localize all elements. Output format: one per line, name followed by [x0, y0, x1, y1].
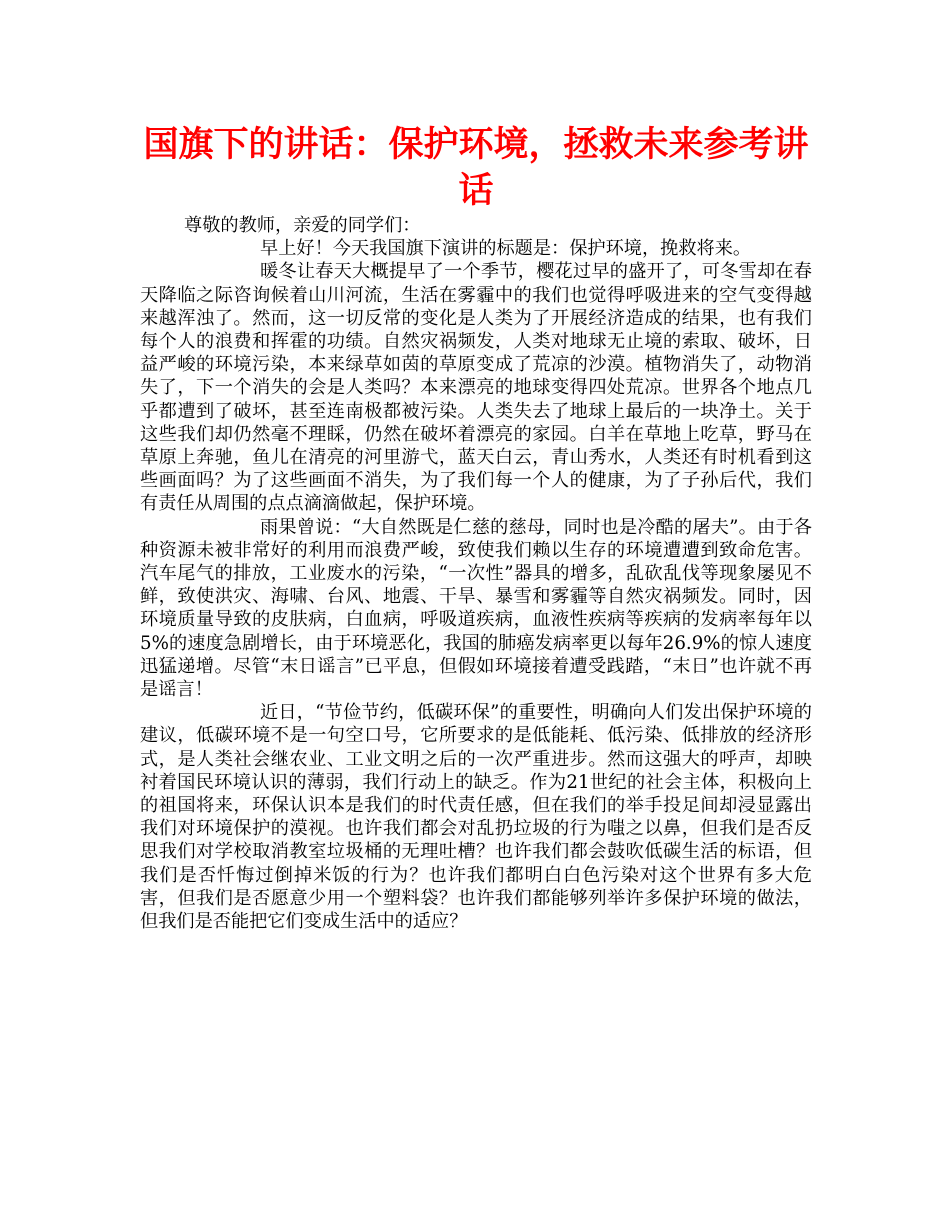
paragraph-warm-winter: 暖冬让春天大概提早了一个季节，樱花过早的盛开了，可冬雪却在春天降临之际咨询候着山川河流，生活在雾霾中的我们也觉得呼吸进来的空气变得越来越浑浊了。然而，这一切反常的变化是人类为了开展经济造成的结果，也有我们每个人的浪费和挥霍的功绩。自然灾祸频发，人类对地球无止境的索取、破坏，日益严峻的环境污染，本来绿草如茵的草原变成了荒凉的沙漠。植物消失了，动物消失了，下一个消失的会是人类吗？本来漂亮的地球变得四处荒凉。世界各个地点几乎都遭到了破坏，甚至连南极都被污染。人类失去了地球上最后的一块净土。关于这些我们却仍然毫不理睬，仍然在破坏着漂亮的家园。白羊在草地上吃草，野马在草原上奔驰，鱼儿在清亮的河里游弋，蓝天白云，青山秀水，人类还有时机看到这些画面吗？为了这些画面不消失，为了我们每一个人的健康，为了子孙后代，我们有责任从周围的点点滴滴做起，保护环境。	[140, 261, 812, 515]
paragraph-hugo-quote: 雨果曾说：“大自然既是仁慈的慈母，同时也是冷酷的屠夫”。由于各种资源未被非常好的利用而浪费严峻，致使我们赖以生存的环境遭遭到致命危害。汽车尾气的排放，工业废水的污染，“一次性”器具的增多，乱砍乱伐等现象屡见不鲜，致使洪灾、海啸、台风、地震、干旱、暴雪和雾霾等自然灾祸频发。同时，因环境质量导致的皮肤病，白血病，呼吸道疾病，血液性疾病等疾病的发病率每年以 5%的速度急剧增长，由于环境恶化，我国的肺癌发病率更以每年26.9%的惊人速度迅猛递增。尽管“末日谣言”已平息，但假如环境接着遭受践踏，“末日”也许就不再是谣言！	[140, 516, 812, 701]
salutation: 尊敬的教师，亲爱的同学们：	[184, 215, 421, 236]
paragraph-low-carbon: 近日，“节俭节约，低碳环保”的重要性，明确向人们发出保护环境的建议，低碳环境不是一句空口号，它所要求的是低能耗、低污染、低排放的经济形式，是人类社会继农业、工业文明之后的一次严重进步。然而这强大的呼声，却映衬着国民环境认识的薄弱，我们行动上的缺乏。作为21世纪的社会主体，积极向上的祖国将来，环保认识本是我们的时代责任感，但在我们的举手投足间却浸显露出我们对环境保护的漠视。也许我们都会对乱扔垃圾的行为嗤之以鼻，但我们是否反思我们对学校取消教室垃圾桶的无理吐槽？也许我们都会鼓吹低碳生活的标语，但我们是否忏悔过倒掉米饭的行为？也许我们都明白白色污染对这个世界有多大危害，但我们是否愿意少用一个塑料袋？也许我们都能够列举许多保护环境的做法，但我们是否能把它们变成生活中的适应？	[140, 702, 812, 933]
paragraph-greeting: 早上好！今天我国旗下演讲的标题是：保护环境，挽救将来。	[260, 238, 752, 260]
document-page	[140, 122, 812, 933]
document-title: 国旗下的讲话：保护环境，拯救未来参考讲话	[143, 125, 809, 211]
document-body	[140, 214, 812, 933]
